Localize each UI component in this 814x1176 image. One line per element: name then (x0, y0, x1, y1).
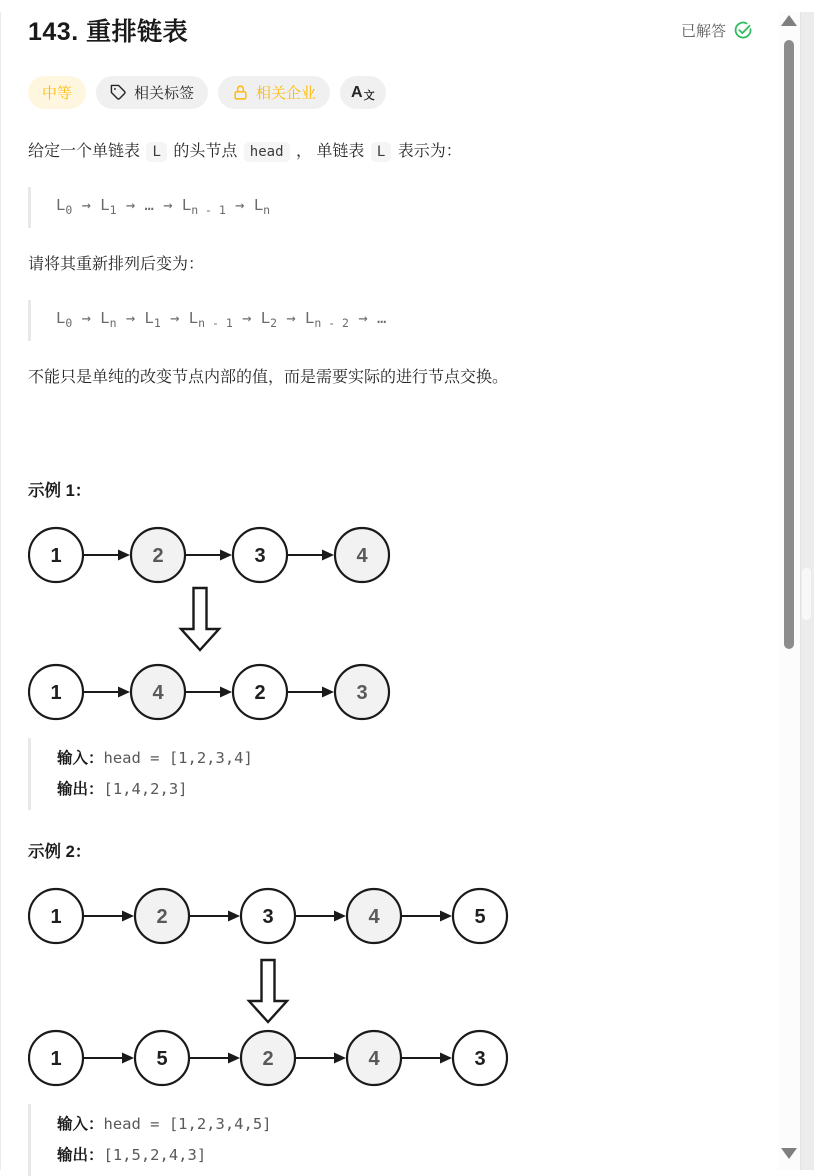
svg-text:4: 4 (152, 682, 164, 705)
svg-text:2: 2 (156, 906, 168, 929)
solved-status (681, 20, 753, 41)
related-companies-label: 相关企业 (256, 85, 317, 102)
page-scrollbar-thumb[interactable] (802, 568, 811, 620)
description-paragraph-3: 不能只是单纯的改变节点内部的值，而是需要实际的进行节点交换。 (28, 369, 509, 387)
description-paragraph-2: 请将其重新排列后变为： (28, 256, 205, 274)
solved-check-icon (733, 20, 753, 40)
svg-text:3: 3 (474, 1048, 486, 1071)
solved-label: 已解答 (680, 22, 726, 40)
example-1-heading: 示例 1： (28, 482, 92, 501)
svg-text:4: 4 (368, 1048, 380, 1071)
example-2-linked-list-diagram (28, 886, 768, 1088)
problem-header (28, 12, 753, 48)
svg-text:1: 1 (50, 1048, 62, 1071)
example-1-input: 输入：head = [1,2,3,4] (57, 749, 253, 768)
tag-icon (110, 84, 127, 101)
lock-icon (232, 84, 249, 101)
translate-icon: A (351, 83, 363, 101)
related-tags-label: 相关标签 (134, 85, 195, 102)
tags-row (28, 76, 753, 109)
formula-block-original: $L_0 \to L_1$ → … → $L_{n - 1} \to L_n$ (28, 187, 753, 228)
translate-button[interactable]: A 文 (340, 76, 386, 109)
scroll-up-arrow[interactable] (781, 15, 797, 26)
example-2-io-block (28, 1104, 753, 1176)
related-companies-button[interactable] (218, 76, 330, 109)
example-1-linked-list-diagram (28, 525, 768, 722)
description-paragraph-1: 给定一个单链表 L 的头节点 head ， 单链表 L 表示为： (28, 143, 462, 160)
example-2-output: 输出：[1,5,2,4,3] (57, 1146, 207, 1165)
svg-text:1: 1 (50, 906, 62, 929)
example-1-output: 输出：[1,4,2,3] (57, 780, 188, 799)
scroll-down-arrow[interactable] (781, 1148, 797, 1159)
svg-text:1: 1 (50, 682, 62, 705)
example-2-input: 输入：head = [1,2,3,4,5] (57, 1115, 272, 1134)
formula-block-reordered: $L_0 \to L_n \to L_1 \to L_{n - 1} \to L_2 \to L_{n - 2}$ → … (28, 300, 753, 341)
svg-text:3: 3 (254, 545, 266, 568)
problem-title: 143. 重排链表 (28, 18, 189, 46)
difficulty-badge[interactable]: 中等 (28, 76, 86, 109)
svg-text:1: 1 (50, 545, 62, 568)
example-2-heading: 示例 2： (28, 843, 92, 862)
svg-text:3: 3 (356, 682, 368, 705)
panel-scrollbar-thumb[interactable] (784, 40, 794, 649)
svg-text:5: 5 (474, 906, 486, 929)
svg-text:2: 2 (262, 1048, 274, 1071)
example-1-io-block (28, 738, 753, 810)
svg-text:5: 5 (156, 1048, 168, 1071)
svg-text:2: 2 (254, 682, 266, 705)
related-tags-button[interactable] (96, 76, 208, 109)
svg-text:3: 3 (262, 906, 274, 929)
svg-text:4: 4 (356, 545, 368, 568)
svg-text:2: 2 (152, 545, 164, 568)
svg-text:4: 4 (368, 906, 380, 929)
problem-description-panel (1, 12, 781, 1176)
